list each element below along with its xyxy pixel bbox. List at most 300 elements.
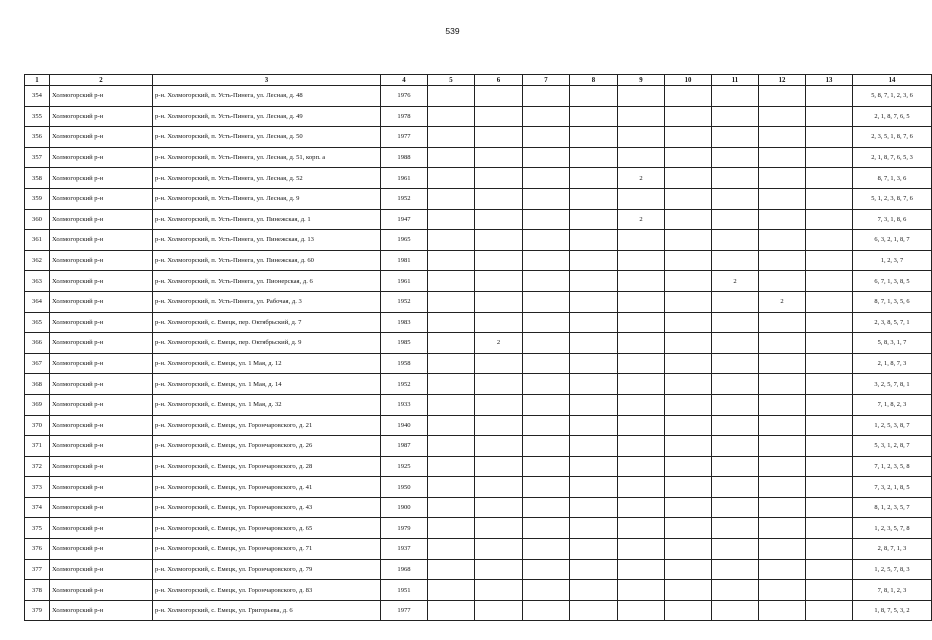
year-cell: 1952 bbox=[381, 291, 428, 312]
column-7-cell bbox=[523, 250, 570, 271]
column-12-cell bbox=[759, 374, 806, 395]
column-9-cell bbox=[618, 559, 665, 580]
table-row bbox=[25, 127, 932, 148]
table-row bbox=[25, 353, 932, 374]
district-cell: Холмогорский р-н bbox=[50, 374, 153, 395]
column-7-cell bbox=[523, 209, 570, 230]
table-row bbox=[25, 539, 932, 560]
year-cell: 1988 bbox=[381, 147, 428, 168]
row-number: 359 bbox=[25, 188, 50, 209]
column-7-cell bbox=[523, 580, 570, 601]
header-row bbox=[25, 75, 932, 86]
column-6-cell bbox=[475, 168, 523, 189]
column-9-cell bbox=[618, 230, 665, 251]
table-row bbox=[25, 415, 932, 436]
column-8-cell bbox=[570, 415, 618, 436]
column-10-cell bbox=[665, 415, 712, 436]
column-10-cell bbox=[665, 539, 712, 560]
year-cell: 1976 bbox=[381, 86, 428, 107]
address-cell: р-н. Холмогорский, п. Усть-Пинега, ул. Пинежская, д. 13 bbox=[153, 230, 381, 251]
year-cell: 1977 bbox=[381, 600, 428, 621]
table-row bbox=[25, 477, 932, 498]
year-cell: 1983 bbox=[381, 312, 428, 333]
year-cell: 1961 bbox=[381, 271, 428, 292]
column-9-cell bbox=[618, 394, 665, 415]
address-cell: р-н. Холмогорский, с. Емецк, ул. Горончаровского, д. 26 bbox=[153, 436, 381, 457]
column-12-cell bbox=[759, 312, 806, 333]
column-header-1: 1 bbox=[25, 75, 50, 86]
column-6-cell bbox=[475, 600, 523, 621]
row-number: 361 bbox=[25, 230, 50, 251]
column-5-cell bbox=[428, 456, 475, 477]
address-cell: р-н. Холмогорский, п. Усть-Пинега, ул. Лесная, д. 52 bbox=[153, 168, 381, 189]
year-cell: 1937 bbox=[381, 539, 428, 560]
column-13-cell bbox=[806, 353, 853, 374]
column-9-cell bbox=[618, 374, 665, 395]
column-5-cell bbox=[428, 415, 475, 436]
address-cell: р-н. Холмогорский, с. Емецк, ул. Горончаровского, д. 28 bbox=[153, 456, 381, 477]
column-7-cell bbox=[523, 415, 570, 436]
column-11-cell bbox=[712, 497, 759, 518]
column-7-cell bbox=[523, 559, 570, 580]
address-cell: р-н. Холмогорский, с. Емецк, ул. Горончаровского, д. 21 bbox=[153, 415, 381, 436]
column-7-cell bbox=[523, 147, 570, 168]
column-13-cell bbox=[806, 147, 853, 168]
column-6-cell bbox=[475, 291, 523, 312]
column-9-cell bbox=[618, 86, 665, 107]
codes-cell: 2, 1, 8, 7, 3 bbox=[853, 353, 932, 374]
district-cell: Холмогорский р-н bbox=[50, 436, 153, 457]
district-cell: Холмогорский р-н bbox=[50, 271, 153, 292]
column-7-cell bbox=[523, 106, 570, 127]
column-5-cell bbox=[428, 209, 475, 230]
column-13-cell bbox=[806, 436, 853, 457]
column-7-cell bbox=[523, 477, 570, 498]
column-12-cell bbox=[759, 600, 806, 621]
year-cell: 1965 bbox=[381, 230, 428, 251]
district-cell: Холмогорский р-н bbox=[50, 539, 153, 560]
address-cell: р-н. Холмогорский, с. Емецк, пер. Октябрьский, д. 7 bbox=[153, 312, 381, 333]
address-cell: р-н. Холмогорский, п. Усть-Пинега, ул. Лесная, д. 51, корп. а bbox=[153, 147, 381, 168]
column-12-cell bbox=[759, 539, 806, 560]
address-cell: р-н. Холмогорский, п. Усть-Пинега, ул. Лесная, д. 49 bbox=[153, 106, 381, 127]
codes-cell: 5, 8, 7, 1, 2, 3, 6 bbox=[853, 86, 932, 107]
codes-cell: 2, 3, 5, 1, 8, 7, 6 bbox=[853, 127, 932, 148]
row-number: 357 bbox=[25, 147, 50, 168]
column-13-cell bbox=[806, 559, 853, 580]
table-row bbox=[25, 86, 932, 107]
column-7-cell bbox=[523, 168, 570, 189]
column-11-cell bbox=[712, 580, 759, 601]
row-number: 368 bbox=[25, 374, 50, 395]
year-cell: 1900 bbox=[381, 497, 428, 518]
address-cell: р-н. Холмогорский, с. Емецк, ул. 1 Мая, д. 14 bbox=[153, 374, 381, 395]
table-row bbox=[25, 456, 932, 477]
column-8-cell bbox=[570, 312, 618, 333]
column-5-cell bbox=[428, 127, 475, 148]
column-5-cell bbox=[428, 86, 475, 107]
row-number: 355 bbox=[25, 106, 50, 127]
column-5-cell bbox=[428, 580, 475, 601]
address-cell: р-н. Холмогорский, п. Усть-Пинега, ул. Лесная, д. 50 bbox=[153, 127, 381, 148]
column-9-cell bbox=[618, 497, 665, 518]
column-13-cell bbox=[806, 497, 853, 518]
year-cell: 1968 bbox=[381, 559, 428, 580]
column-6-cell bbox=[475, 456, 523, 477]
column-9-cell bbox=[618, 436, 665, 457]
row-number: 360 bbox=[25, 209, 50, 230]
column-6-cell bbox=[475, 353, 523, 374]
table-row bbox=[25, 580, 932, 601]
column-10-cell bbox=[665, 230, 712, 251]
column-5-cell bbox=[428, 353, 475, 374]
column-11-cell bbox=[712, 127, 759, 148]
column-8-cell bbox=[570, 188, 618, 209]
column-9-cell bbox=[618, 188, 665, 209]
column-12-cell bbox=[759, 518, 806, 539]
column-6-cell bbox=[475, 106, 523, 127]
district-cell: Холмогорский р-н bbox=[50, 559, 153, 580]
column-10-cell bbox=[665, 250, 712, 271]
column-12-cell bbox=[759, 147, 806, 168]
register-table bbox=[24, 74, 932, 621]
column-12-cell bbox=[759, 188, 806, 209]
district-cell: Холмогорский р-н bbox=[50, 353, 153, 374]
column-6-cell bbox=[475, 477, 523, 498]
row-number: 365 bbox=[25, 312, 50, 333]
column-11-cell: 2 bbox=[712, 271, 759, 292]
column-11-cell bbox=[712, 230, 759, 251]
page-number: 539 bbox=[445, 26, 460, 36]
year-cell: 1985 bbox=[381, 333, 428, 354]
column-6-cell bbox=[475, 86, 523, 107]
column-9-cell bbox=[618, 147, 665, 168]
column-12-cell bbox=[759, 415, 806, 436]
column-13-cell bbox=[806, 333, 853, 354]
column-6-cell bbox=[475, 147, 523, 168]
column-11-cell bbox=[712, 415, 759, 436]
column-11-cell bbox=[712, 539, 759, 560]
year-cell: 1961 bbox=[381, 168, 428, 189]
column-11-cell bbox=[712, 600, 759, 621]
table-row bbox=[25, 188, 932, 209]
column-13-cell bbox=[806, 374, 853, 395]
column-8-cell bbox=[570, 600, 618, 621]
row-number: 369 bbox=[25, 394, 50, 415]
table-row bbox=[25, 209, 932, 230]
column-8-cell bbox=[570, 518, 618, 539]
column-9-cell bbox=[618, 415, 665, 436]
column-10-cell bbox=[665, 456, 712, 477]
column-5-cell bbox=[428, 559, 475, 580]
year-cell: 1977 bbox=[381, 127, 428, 148]
column-13-cell bbox=[806, 539, 853, 560]
table-row bbox=[25, 106, 932, 127]
table-row bbox=[25, 600, 932, 621]
column-6-cell bbox=[475, 518, 523, 539]
column-11-cell bbox=[712, 333, 759, 354]
row-number: 371 bbox=[25, 436, 50, 457]
row-number: 379 bbox=[25, 600, 50, 621]
district-cell: Холмогорский р-н bbox=[50, 456, 153, 477]
column-header-2: 2 bbox=[50, 75, 153, 86]
column-11-cell bbox=[712, 374, 759, 395]
district-cell: Холмогорский р-н bbox=[50, 477, 153, 498]
column-13-cell bbox=[806, 86, 853, 107]
column-5-cell bbox=[428, 600, 475, 621]
codes-cell: 7, 1, 2, 3, 5, 8 bbox=[853, 456, 932, 477]
codes-cell: 2, 1, 8, 7, 6, 5 bbox=[853, 106, 932, 127]
column-12-cell bbox=[759, 456, 806, 477]
column-9-cell: 2 bbox=[618, 168, 665, 189]
column-13-cell bbox=[806, 209, 853, 230]
table-row bbox=[25, 271, 932, 292]
address-cell: р-н. Холмогорский, с. Емецк, ул. Горончаровского, д. 43 bbox=[153, 497, 381, 518]
row-number: 358 bbox=[25, 168, 50, 189]
column-12-cell bbox=[759, 394, 806, 415]
column-8-cell bbox=[570, 456, 618, 477]
column-12-cell bbox=[759, 497, 806, 518]
column-9-cell bbox=[618, 580, 665, 601]
address-cell: р-н. Холмогорский, с. Емецк, ул. Горончаровского, д. 71 bbox=[153, 539, 381, 560]
column-10-cell bbox=[665, 168, 712, 189]
column-9-cell bbox=[618, 333, 665, 354]
codes-cell: 7, 3, 2, 1, 8, 5 bbox=[853, 477, 932, 498]
year-cell: 1958 bbox=[381, 353, 428, 374]
district-cell: Холмогорский р-н bbox=[50, 333, 153, 354]
column-8-cell bbox=[570, 209, 618, 230]
column-8-cell bbox=[570, 250, 618, 271]
column-10-cell bbox=[665, 291, 712, 312]
column-6-cell bbox=[475, 230, 523, 251]
row-number: 366 bbox=[25, 333, 50, 354]
column-12-cell bbox=[759, 477, 806, 498]
column-10-cell bbox=[665, 394, 712, 415]
column-5-cell bbox=[428, 333, 475, 354]
column-6-cell bbox=[475, 209, 523, 230]
address-cell: р-н. Холмогорский, с. Емецк, пер. Октябрьский, д. 9 bbox=[153, 333, 381, 354]
column-header-8: 8 bbox=[570, 75, 618, 86]
column-12-cell bbox=[759, 106, 806, 127]
column-header-3: 3 bbox=[153, 75, 381, 86]
table-row bbox=[25, 333, 932, 354]
column-7-cell bbox=[523, 86, 570, 107]
column-6-cell bbox=[475, 394, 523, 415]
column-9-cell bbox=[618, 291, 665, 312]
column-8-cell bbox=[570, 271, 618, 292]
column-10-cell bbox=[665, 209, 712, 230]
column-12-cell bbox=[759, 86, 806, 107]
column-5-cell bbox=[428, 168, 475, 189]
codes-cell: 3, 2, 5, 7, 8, 1 bbox=[853, 374, 932, 395]
column-10-cell bbox=[665, 600, 712, 621]
address-cell: р-н. Холмогорский, с. Емецк, ул. Григорьева, д. 6 bbox=[153, 600, 381, 621]
column-9-cell bbox=[618, 353, 665, 374]
column-10-cell bbox=[665, 127, 712, 148]
column-11-cell bbox=[712, 518, 759, 539]
column-12-cell bbox=[759, 436, 806, 457]
district-cell: Холмогорский р-н bbox=[50, 518, 153, 539]
column-8-cell bbox=[570, 291, 618, 312]
table-row bbox=[25, 374, 932, 395]
column-8-cell bbox=[570, 374, 618, 395]
table-row bbox=[25, 518, 932, 539]
row-number: 378 bbox=[25, 580, 50, 601]
column-5-cell bbox=[428, 436, 475, 457]
year-cell: 1952 bbox=[381, 374, 428, 395]
address-cell: р-н. Холмогорский, п. Усть-Пинега, ул. Лесная, д. 9 bbox=[153, 188, 381, 209]
codes-cell: 1, 2, 5, 3, 8, 7 bbox=[853, 415, 932, 436]
column-9-cell bbox=[618, 456, 665, 477]
column-13-cell bbox=[806, 415, 853, 436]
address-cell: р-н. Холмогорский, с. Емецк, ул. Горончаровского, д. 79 bbox=[153, 559, 381, 580]
column-7-cell bbox=[523, 456, 570, 477]
column-13-cell bbox=[806, 456, 853, 477]
column-5-cell bbox=[428, 539, 475, 560]
year-cell: 1952 bbox=[381, 188, 428, 209]
column-8-cell bbox=[570, 168, 618, 189]
column-5-cell bbox=[428, 497, 475, 518]
codes-cell: 7, 8, 1, 2, 3 bbox=[853, 580, 932, 601]
column-5-cell bbox=[428, 147, 475, 168]
column-12-cell bbox=[759, 127, 806, 148]
column-8-cell bbox=[570, 580, 618, 601]
column-5-cell bbox=[428, 250, 475, 271]
codes-cell: 7, 1, 8, 2, 3 bbox=[853, 394, 932, 415]
column-6-cell bbox=[475, 271, 523, 292]
column-5-cell bbox=[428, 271, 475, 292]
column-10-cell bbox=[665, 477, 712, 498]
column-7-cell bbox=[523, 127, 570, 148]
column-11-cell bbox=[712, 147, 759, 168]
district-cell: Холмогорский р-н bbox=[50, 312, 153, 333]
column-header-9: 9 bbox=[618, 75, 665, 86]
column-8-cell bbox=[570, 147, 618, 168]
district-cell: Холмогорский р-н bbox=[50, 86, 153, 107]
column-11-cell bbox=[712, 394, 759, 415]
column-12-cell bbox=[759, 333, 806, 354]
column-header-5: 5 bbox=[428, 75, 475, 86]
table-row bbox=[25, 250, 932, 271]
column-9-cell bbox=[618, 518, 665, 539]
column-5-cell bbox=[428, 188, 475, 209]
column-header-4: 4 bbox=[381, 75, 428, 86]
column-11-cell bbox=[712, 291, 759, 312]
column-7-cell bbox=[523, 497, 570, 518]
column-8-cell bbox=[570, 539, 618, 560]
address-cell: р-н. Холмогорский, п. Усть-Пинега, ул. Пинежская, д. 60 bbox=[153, 250, 381, 271]
codes-cell: 8, 7, 1, 3, 5, 6 bbox=[853, 291, 932, 312]
column-9-cell: 2 bbox=[618, 209, 665, 230]
column-10-cell bbox=[665, 580, 712, 601]
codes-cell: 8, 1, 2, 3, 5, 7 bbox=[853, 497, 932, 518]
column-8-cell bbox=[570, 86, 618, 107]
column-6-cell bbox=[475, 539, 523, 560]
column-7-cell bbox=[523, 374, 570, 395]
column-6-cell bbox=[475, 559, 523, 580]
column-6-cell bbox=[475, 436, 523, 457]
column-11-cell bbox=[712, 456, 759, 477]
column-6-cell bbox=[475, 415, 523, 436]
table-body bbox=[25, 86, 932, 621]
column-10-cell bbox=[665, 436, 712, 457]
row-number: 364 bbox=[25, 291, 50, 312]
column-7-cell bbox=[523, 394, 570, 415]
row-number: 372 bbox=[25, 456, 50, 477]
column-6-cell bbox=[475, 127, 523, 148]
column-11-cell bbox=[712, 106, 759, 127]
column-9-cell bbox=[618, 539, 665, 560]
column-13-cell bbox=[806, 600, 853, 621]
column-7-cell bbox=[523, 188, 570, 209]
column-7-cell bbox=[523, 518, 570, 539]
column-10-cell bbox=[665, 518, 712, 539]
year-cell: 1947 bbox=[381, 209, 428, 230]
column-10-cell bbox=[665, 374, 712, 395]
column-13-cell bbox=[806, 394, 853, 415]
column-9-cell bbox=[618, 250, 665, 271]
table-row bbox=[25, 291, 932, 312]
column-header-12: 12 bbox=[759, 75, 806, 86]
codes-cell: 1, 2, 3, 5, 7, 8 bbox=[853, 518, 932, 539]
column-13-cell bbox=[806, 291, 853, 312]
address-cell: р-н. Холмогорский, с. Емецк, ул. 1 Мая, д. 12 bbox=[153, 353, 381, 374]
column-6-cell: 2 bbox=[475, 333, 523, 354]
row-number: 377 bbox=[25, 559, 50, 580]
row-number: 363 bbox=[25, 271, 50, 292]
year-cell: 1987 bbox=[381, 436, 428, 457]
column-12-cell bbox=[759, 168, 806, 189]
column-9-cell bbox=[618, 127, 665, 148]
district-cell: Холмогорский р-н bbox=[50, 127, 153, 148]
column-7-cell bbox=[523, 312, 570, 333]
column-13-cell bbox=[806, 271, 853, 292]
column-10-cell bbox=[665, 147, 712, 168]
column-10-cell bbox=[665, 86, 712, 107]
year-cell: 1933 bbox=[381, 394, 428, 415]
codes-cell: 7, 3, 1, 8, 6 bbox=[853, 209, 932, 230]
column-13-cell bbox=[806, 518, 853, 539]
column-7-cell bbox=[523, 600, 570, 621]
district-cell: Холмогорский р-н bbox=[50, 106, 153, 127]
district-cell: Холмогорский р-н bbox=[50, 188, 153, 209]
district-cell: Холмогорский р-н bbox=[50, 250, 153, 271]
column-7-cell bbox=[523, 539, 570, 560]
address-cell: р-н. Холмогорский, с. Емецк, ул. Горончаровского, д. 41 bbox=[153, 477, 381, 498]
column-13-cell bbox=[806, 106, 853, 127]
column-7-cell bbox=[523, 353, 570, 374]
column-8-cell bbox=[570, 106, 618, 127]
column-11-cell bbox=[712, 477, 759, 498]
column-13-cell bbox=[806, 477, 853, 498]
year-cell: 1979 bbox=[381, 518, 428, 539]
year-cell: 1981 bbox=[381, 250, 428, 271]
district-cell: Холмогорский р-н bbox=[50, 600, 153, 621]
table-row bbox=[25, 168, 932, 189]
address-cell: р-н. Холмогорский, п. Усть-Пинега, ул. Пионерская, д. 6 bbox=[153, 271, 381, 292]
column-7-cell bbox=[523, 436, 570, 457]
column-9-cell bbox=[618, 312, 665, 333]
column-13-cell bbox=[806, 168, 853, 189]
row-number: 373 bbox=[25, 477, 50, 498]
column-13-cell bbox=[806, 580, 853, 601]
column-6-cell bbox=[475, 497, 523, 518]
address-cell: р-н. Холмогорский, с. Емецк, ул. 1 Мая, д. 32 bbox=[153, 394, 381, 415]
column-11-cell bbox=[712, 559, 759, 580]
column-11-cell bbox=[712, 312, 759, 333]
year-cell: 1925 bbox=[381, 456, 428, 477]
column-10-cell bbox=[665, 333, 712, 354]
